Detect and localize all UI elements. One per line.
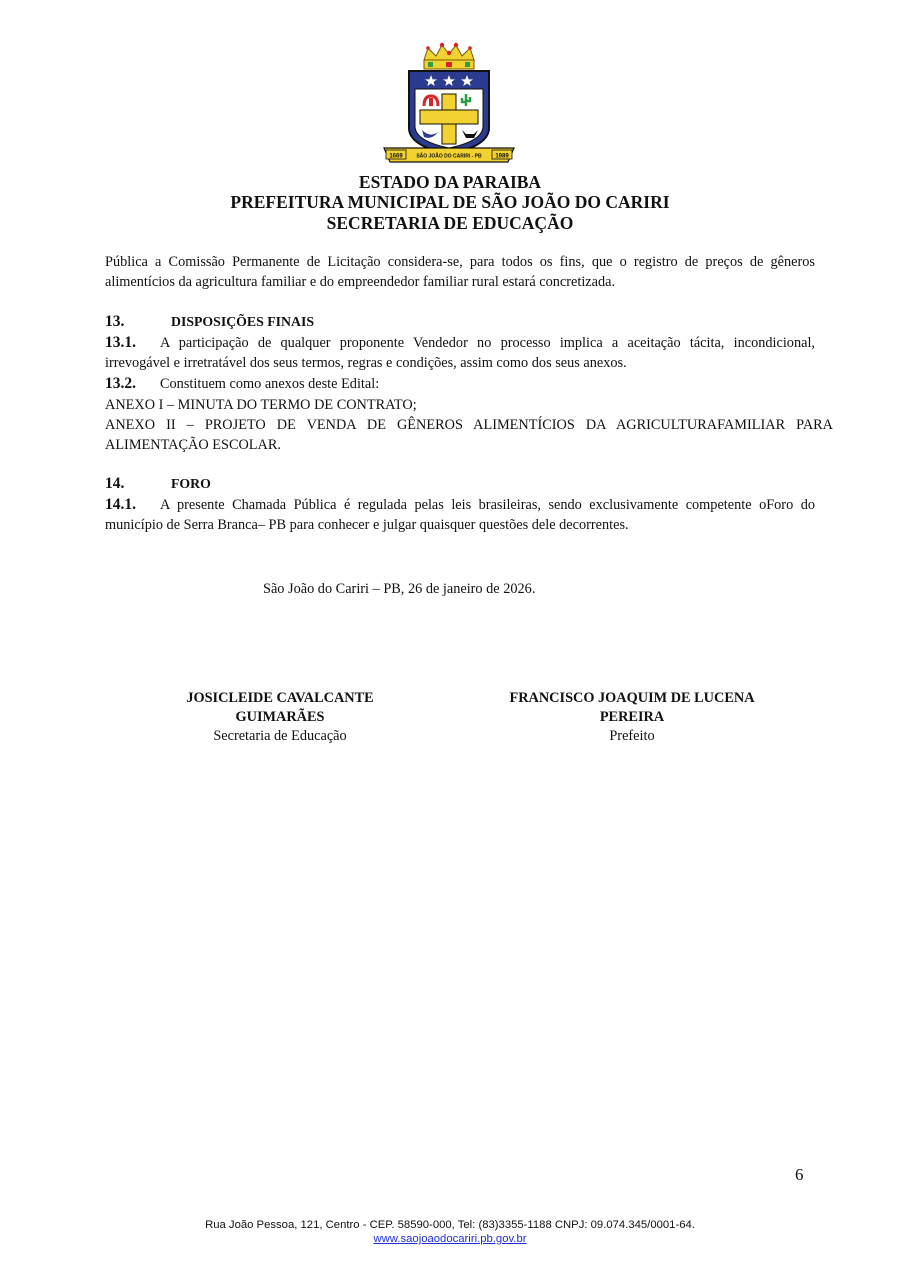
date-line: São João do Cariri – PB, 26 de janeiro de 2026. (263, 581, 536, 597)
clause-text: Constituem como anexos deste Edital: (160, 376, 380, 392)
section-13-heading (105, 312, 314, 332)
section-title: DISPOSIÇÕES FINAIS (171, 314, 314, 329)
svg-text:1989: 1989 (495, 153, 509, 160)
header-state: ESTADO DA PARAIBA (358, 172, 542, 192)
section-title: FORO (171, 476, 211, 491)
header-prefeitura: PREFEITURA MUNICIPAL DE SÃO JOÃO DO CARIRI (230, 192, 670, 212)
svg-text:SÃO JOÃO DO CARIRI - PB: SÃO JOÃO DO CARIRI - PB (416, 153, 482, 160)
signatory-name-line1: FRANCISCO JOAQUIM DE LUCENA (509, 690, 755, 706)
signatory-role: Secretaria de Educação (213, 728, 347, 744)
clause-number: 14.1. (105, 496, 136, 513)
website-link[interactable]: www.saojoaodocariri.pb.gov.br (373, 1233, 527, 1245)
clause-13-2 (105, 374, 379, 394)
clause-text: A presente Chamada Pública é regulada pelas leis brasileiras, sendo exclusivamente competente oForo do município de Serra Branca– PB para conhecer e julgar quaisquer questões dele decorrentes. (105, 497, 815, 534)
svg-text:1669: 1669 (389, 153, 403, 160)
signature-prefeito (492, 689, 772, 746)
section-number: 13. (105, 313, 125, 330)
signatory-name-line2: GUIMARÃES (235, 709, 325, 725)
clause-13-1 (105, 333, 815, 374)
signatory-name-line1: JOSICLEIDE CAVALCANTE (186, 690, 374, 706)
clause-text: A participação de qualquer proponente Vendedor no processo implica a aceitação tácita, incondicional, irrevogável e irretratável dos seus termos, regras e condições, assim como dos seus anexos. (105, 335, 815, 372)
coat-of-arms-icon (380, 42, 518, 166)
signature-secretaria (160, 689, 400, 746)
section-number: 14. (105, 475, 125, 492)
annex-1: ANEXO I – MINUTA DO TERMO DE CONTRATO; (105, 397, 417, 413)
clause-14-1 (105, 495, 815, 536)
header-secretaria: SECRETARIA DE EDUCAÇÃO (326, 213, 574, 233)
crown-icon (424, 43, 474, 69)
signatory-role: Prefeito (609, 728, 655, 744)
footer-url-row (0, 1233, 900, 1245)
section-14-heading (105, 474, 211, 494)
clause-number: 13.1. (105, 334, 136, 351)
page-number: 6 (795, 1165, 804, 1184)
annex-2: ANEXO II – PROJETO DE VENDA DE GÊNEROS ALIMENTÍCIOS DA AGRICULTURAFAMILIAR PARA ALIMENTAÇÃO ESCOLAR. (105, 417, 833, 454)
clause-number: 13.2. (105, 375, 136, 392)
intro-paragraph: Pública a Comissão Permanente de Licitação considera-se, para todos os fins, que o registro de preços de gêneros alimentícios da agricultura familiar e do empreendedor familiar rural estará concretizada. (105, 254, 815, 291)
municipal-coat-of-arms (380, 42, 518, 166)
footer-address: Rua João Pessoa, 121, Centro - CEP. 58590-000, Tel: (83)3355-1188 CNPJ: 09.074.345/0001-64. (205, 1219, 695, 1231)
signatory-name-line2: PEREIRA (599, 709, 665, 725)
